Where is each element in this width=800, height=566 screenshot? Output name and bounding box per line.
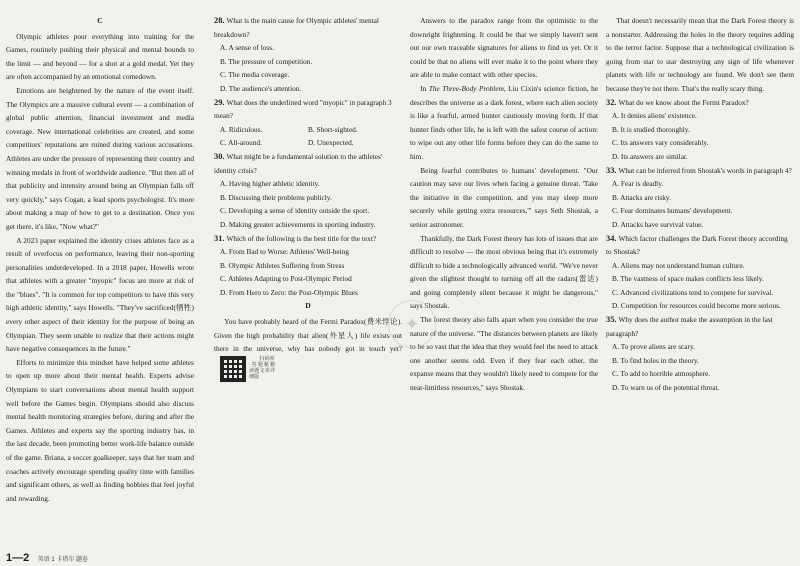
- option: A. Ridiculous. B. Short-sighted.: [220, 124, 358, 134]
- option: B. The pressure of competition.: [220, 56, 313, 66]
- option: A. Having higher athletic identity.: [220, 179, 320, 189]
- passage-d-paragraph-6: The forest theory also falls apart when you consider the true nature of the universe. "The distances between planets are likely to be so vast that the idea that they would feel the need to attack one another seems odd. Even if they fear each other, the expanse means that they wouldn't likely need to compete for the near-limitless resources," says Shostak.: [410, 315, 598, 393]
- option: C. To add to horrible atmosphere.: [612, 369, 711, 379]
- column-3: [410, 14, 598, 542]
- section-d-heading: D: [305, 301, 311, 311]
- option: A. Aliens may not understand human culture.: [612, 260, 745, 270]
- passage-c-paragraph-3: A 2023 paper explained the identity crises athletes face as a result of overfocus on performance, leaving their non-sporting personalities underdeveloped. In a 2018 paper, Howells wrote that athletes with a greater "myopic" focus are more at risk of the "blues". "It is common for top competitors to have this very high athletic identity," says Howells. "They've sacrificed(牺牲) every other aspect of their identity for the purpose of being an Olympian. They seem unable to realize that their actions might have negative consequences in the future.": [6, 235, 194, 354]
- option: D. Attacks have survival value.: [612, 219, 704, 229]
- page-footer: [6, 548, 794, 562]
- option: C. Its answers vary considerably.: [612, 138, 709, 148]
- book-title: The Three-Body Problem: [428, 83, 504, 93]
- question-28: 28. What is the main cause for Olympic athletes' mental breakdown? A. A sense of loss. B. The pressure of competition. C. The media coverage. D. The audience's attention.: [214, 14, 402, 96]
- column-2: [214, 14, 402, 542]
- option: D. Competition for resources could become more serious.: [612, 301, 781, 311]
- option: D. Making greater achievements in sporting industry.: [220, 219, 376, 229]
- subject-label: 英语 1 卡塔尔 题卷: [37, 557, 89, 563]
- option: B. To find holes in the theory.: [612, 355, 699, 365]
- option: B. The vastness of space makes conflicts less likely.: [612, 274, 764, 284]
- passage-d-paragraph-5: Thankfully, the Dark Forest theory has lots of issues that are difficult to resolve — the most obvious being that it's extremely difficult to hide a technologically advanced world. "We've never given the slightest thought to turning off all the radars(雷达) and going completely silent because it might be dangerous," says Shostak.: [410, 233, 598, 311]
- question-32: 32. What do we know about the Fermi Paradox? A. It denies aliens' existence. B. It is studied thoroughly. C. Its answers vary considerably. D. Its answers are similar.: [606, 96, 794, 164]
- option: C. The media coverage.: [220, 70, 290, 80]
- option: C. Developing a sense of identity outside the sport.: [220, 206, 370, 216]
- option: D. From Hero to Zero: the Post-Olympic Blues: [220, 287, 358, 297]
- passage-d-paragraph-2: Answers to the paradox range from the optimistic to the downright frightening. It could be that we simply haven't sent out our own traceable signatures for aliens to find us yet. Or it could be that no aliens will ever make it to the point where they are able to make contact with other species.: [410, 16, 598, 80]
- option: A. Fear is deadly.: [612, 179, 664, 189]
- question-34: 34. Which factor challenges the Dark Forest theory according to Shostak? A. Aliens may not understand human culture. B. The vastness of space makes conflicts less likely. C. Advanced civilizations tend to compete for survival. D. Competition for resources could become more serious.: [606, 232, 794, 314]
- passage-d-paragraph-1: You have probably heard of the Fermi Paradox(费米悖论). Given the high probability that alien(外星人) life exists out there in the universe, why has nobody got in touch yet?扫码听·答题秘籍 读题文章详细版: [214, 317, 402, 380]
- option: C. All-around. D. Unexpected.: [220, 138, 354, 148]
- option: A. A sense of loss.: [220, 43, 274, 53]
- option: B. Olympic Athletes Suffering from Stress: [220, 260, 345, 270]
- option: C. Advanced civilizations tend to compete for survival.: [612, 287, 774, 297]
- watermark-seal-icon: ✦: [388, 300, 436, 348]
- passage-d-paragraph-7: That doesn't necessarily mean that the Dark Forest theory is a nonstarter. Addressing the holes in the theory requires adding to the terror factor. Suppose that a technological civilization is going from star to star destroying any sign of life whenever planets with life or technology are found. We don't see them because they're not there. That's the really scary thing.: [606, 16, 794, 93]
- passage-c-paragraph-4: Efforts to minimize this mindset have helped some athletes to open up more about their mental health. Experts advise Olympians to start conversations about mental health support well before the Games begin. Olympians should also discuss mental health monitoring strategies before, during and after the Games. Athletes and experts say the sporting industry has, in the last decade, been promoting better work-life balance outside of the game. Briana, a soccer goalkeeper, says that her team and coaches actively encourage spending quality time with families and significant others, as well as finding hobbies that feel joyful and rewarding.: [6, 357, 194, 503]
- passage-d-paragraph-4: Being fearful contributes to humans' development. "Our caution may save our lives when facing a genuine threat. 'Take the initiative in the competition, and you may sleep more securely while getting extra resources,'" says Seth Shostak, a senior astronomer.: [410, 165, 598, 229]
- qr-code-icon: [220, 356, 246, 382]
- question-35: 35. Why does the author make the assumption in the last paragraph? A. To prove aliens are scary. B. To find holes in the theory. C. To add to horrible atmosphere. D. To warn us of the potential threat.: [606, 313, 794, 395]
- option: A. From Bad to Worse: Athletes' Well-being: [220, 247, 349, 257]
- option: D. The audience's attention.: [220, 83, 302, 93]
- option: A. It denies aliens' existence.: [612, 111, 697, 121]
- passage-c-paragraph-1: Olympic athletes pour everything into training for the Games, routinely pushing their physical and mental bounds to the limit — and beyond — for a shot at a gold medal. Yet they are often accompanied by an emotional comedown.: [6, 31, 194, 82]
- question-33: 33. What can be inferred from Shostak's words in paragraph 4? A. Fear is deadly. B. Attacks are risky. C. Fear dominates humans' development. D. Attacks have survival value.: [606, 164, 794, 232]
- option: B. Discussing their problems publicly.: [220, 192, 332, 202]
- passage-c-paragraph-2: Emotions are heightened by the nature of the event itself. The Olympics are a massive cultural event — a combination of global public attention, financial investment and media coverage. New international celebrities are created, and some competitors' reputations are ruined during various accusations. Athletes are under the pressure of representing their country and winning medals in front of worldwide audience. "But then all of that publicity and intensity around being an Olympian falls off very quickly," says Cogan, a lead sports psychologist. It's more about making a map of how to get to a destination. Once you get there, it's like, "Now what?": [6, 85, 194, 231]
- qr-note: 扫码听·答题秘籍 读题文章详细版: [249, 356, 275, 380]
- column-4: [606, 14, 794, 542]
- option: B. It is studied thoroughly.: [612, 124, 690, 134]
- question-31: 31. Which of the following is the best title for the text? A. From Bad to Worse: Athletes' Well-being B. Olympic Athletes Suffering from Stress C. Athletes Adapting to Post-Olympic Period D. From Hero to Zero: the Post-Olympic Blues: [214, 232, 402, 300]
- option: C. Athletes Adapting to Post-Olympic Period: [220, 274, 352, 284]
- question-29: 29. What does the underlined word "myopic" in paragraph 3 mean? A. Ridiculous. B. Short-sighted. C. All-around. D. Unexpected.: [214, 96, 402, 150]
- option: D. To warn us of the potential threat.: [612, 383, 720, 393]
- section-c-heading: C: [97, 16, 103, 25]
- question-30: 30. What might be a fundamental solution to the athletes' identity crisis? A. Having higher athletic identity. B. Discussing their problems publicly. C. Developing a sense of identity outside the sport. D. Making greater achievements in sporting industry.: [214, 150, 402, 232]
- option: D. Its answers are similar.: [612, 151, 688, 161]
- column-1: [6, 14, 194, 542]
- passage-d-paragraph-3: In The Three-Body Problem, Liu Cixin's science fiction, he describes the universe as a dark forest, where each alien society is like a fearful, armed hunter cautiously moving forth. If that hunter finds other life, he is left with the safest course of action: to wipe out any other life forms before they can do the same to him.: [410, 83, 598, 161]
- option: B. Attacks are risky.: [612, 192, 671, 202]
- option: A. To prove aliens are scary.: [612, 342, 695, 352]
- option: C. Fear dominates humans' development.: [612, 206, 733, 216]
- page-number: 1—2: [6, 552, 30, 564]
